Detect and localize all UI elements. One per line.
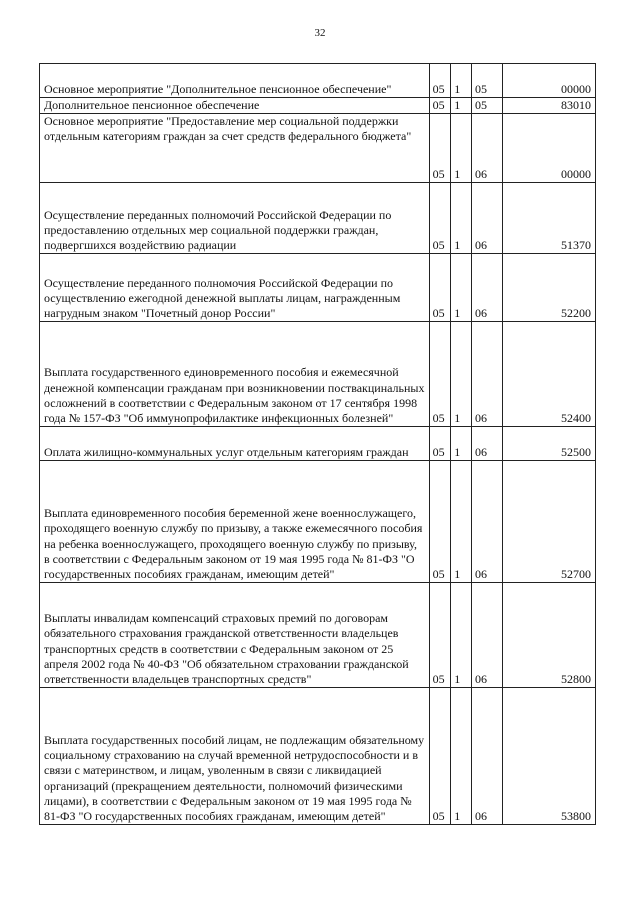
row-description: Основное мероприятие "Дополнительное пенсионное обеспечение" <box>40 64 430 98</box>
row-description: Дополнительное пенсионное обеспечение <box>40 98 430 114</box>
table-row <box>40 254 596 322</box>
table-row <box>40 98 596 114</box>
program-code: 1 <box>451 583 472 688</box>
table-row <box>40 114 596 183</box>
section-code: 05 <box>429 254 451 322</box>
section-code: 05 <box>429 183 451 254</box>
program-code: 1 <box>451 183 472 254</box>
table-row <box>40 183 596 254</box>
direction-code: 52400 <box>502 322 595 427</box>
subprogram-code: 06 <box>471 322 502 427</box>
direction-code: 52800 <box>502 583 595 688</box>
row-description: Выплата единовременного пособия беременной жене военнослужащего, проходящего военную службу по призыву, а также ежемесячного пособия на ребенка военнослужащего, проходящего военную службу по призыву, в соответствии с Федеральным законом от 19 мая 1995 года № 81-ФЗ "О государственных пособиях гражданам, имеющим детей" <box>40 461 430 583</box>
direction-code: 00000 <box>502 114 595 183</box>
subprogram-code: 06 <box>471 583 502 688</box>
section-code: 05 <box>429 98 451 114</box>
program-code: 1 <box>451 322 472 427</box>
section-code: 05 <box>429 64 451 98</box>
direction-code: 00000 <box>502 64 595 98</box>
program-code: 1 <box>451 254 472 322</box>
subprogram-code: 06 <box>471 183 502 254</box>
section-code: 05 <box>429 583 451 688</box>
table-row <box>40 583 596 688</box>
row-description: Осуществление переданного полномочия Российской Федерации по осуществлению ежегодной денежной выплаты лицам, награжденным нагрудным знаком "Почетный донор России" <box>40 254 430 322</box>
subprogram-code: 05 <box>471 98 502 114</box>
direction-code: 52500 <box>502 427 595 461</box>
row-description: Основное мероприятие "Предоставление мер социальной поддержки отдельным категориям граждан за счет средств федерального бюджета" <box>40 114 430 183</box>
table-row <box>40 461 596 583</box>
row-description: Выплата государственных пособий лицам, не подлежащим обязательному социальному страхованию на случай временной нетрудоспособности и в связи с материнством, и лицам, уволенным в связи с ликвидацией организаций (прекращением деятельности, полномочий физическими лицами), в соответствии с Федеральным законом от 19 мая 1995 года № 81-ФЗ "О государственных пособиях гражданам, имеющим детей" <box>40 688 430 825</box>
program-code: 1 <box>451 64 472 98</box>
direction-code: 53800 <box>502 688 595 825</box>
row-description: Выплаты инвалидам компенсаций страховых премий по договорам обязательного страхования гражданской ответственности владельцев транспортных средств в соответствии с Федеральным законом от 25 апреля 2002 года № 40-ФЗ "Об обязательном страховании гражданской ответственности владельцев транспортных средств" <box>40 583 430 688</box>
direction-code: 52700 <box>502 461 595 583</box>
subprogram-code: 06 <box>471 114 502 183</box>
program-code: 1 <box>451 427 472 461</box>
row-description: Осуществление переданных полномочий Российской Федерации по предоставлению отдельных мер социальной поддержки граждан, подвергшихся воздействию радиации <box>40 183 430 254</box>
subprogram-code: 06 <box>471 688 502 825</box>
section-code: 05 <box>429 427 451 461</box>
subprogram-code: 05 <box>471 64 502 98</box>
table-row <box>40 688 596 825</box>
table-row <box>40 427 596 461</box>
section-code: 05 <box>429 322 451 427</box>
subprogram-code: 06 <box>471 461 502 583</box>
section-code: 05 <box>429 114 451 183</box>
direction-code: 52200 <box>502 254 595 322</box>
program-code: 1 <box>451 98 472 114</box>
direction-code: 51370 <box>502 183 595 254</box>
page-number: 32 <box>314 27 326 39</box>
row-description: Выплата государственного единовременного пособия и ежемесячной денежной компенсации гражданам при возникновении поствакцинальных осложнений в соответствии с Федеральным законом от 17 сентября 1998 года № 157-ФЗ "Об иммунопрофилактике инфекционных болезней" <box>40 322 430 427</box>
table-row <box>40 64 596 98</box>
direction-code: 83010 <box>502 98 595 114</box>
section-code: 05 <box>429 461 451 583</box>
subprogram-code: 06 <box>471 427 502 461</box>
row-description: Оплата жилищно-коммунальных услуг отдельным категориям граждан <box>40 427 430 461</box>
budget-classification-table <box>39 63 596 825</box>
subprogram-code: 06 <box>471 254 502 322</box>
table-row <box>40 322 596 427</box>
program-code: 1 <box>451 688 472 825</box>
program-code: 1 <box>451 461 472 583</box>
program-code: 1 <box>451 114 472 183</box>
section-code: 05 <box>429 688 451 825</box>
